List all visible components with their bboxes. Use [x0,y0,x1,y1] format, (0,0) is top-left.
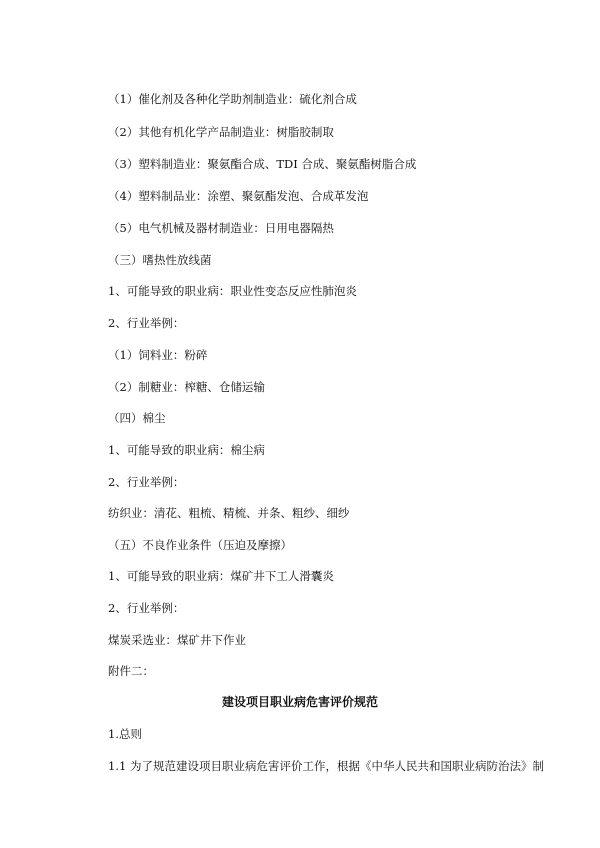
document-title: 建设项目职业病危害评价规范 [221,695,378,709]
text-line-10: （2）制糖业：榨糖、仓储运输 [108,380,265,394]
text-line-12: 1、可能导致的职业病：棉尘病 [108,443,265,457]
text-line-18: 煤炭采选业：煤矿井下作业 [108,633,246,647]
text-line-4: （4）塑料制品业：涂塑、聚氨酯发泡、合成革发泡 [108,189,369,203]
text-line-9: （1）饲料业：粉碎 [108,348,208,362]
section-heading-thermophilic-actinomycetes: （三）嗜热性放线菌 [108,253,212,267]
text-line-7: 1、可能导致的职业病：职业性变态反应性肺泡炎 [108,284,357,298]
section-heading-general: 1.总则 [108,727,142,741]
clause-1-1: 1.1 为了规范建设项目职业病危害评价工作，根据《中华人民共和国职业病防治法》制 [108,759,544,773]
section-heading-poor-working-conditions: （五）不良作业条件（压迫及摩擦） [108,538,292,552]
appendix-label: 附件二： [108,664,154,678]
section-heading-cotton-dust: （四）棉尘 [108,411,166,425]
text-line-8: 2、行业举例： [108,316,185,330]
text-line-5: （5）电气机械及器材制造业：日用电器隔热 [108,221,334,235]
text-line-14: 纺织业：清花、粗梳、精梳、并条、粗纱、细纱 [108,506,350,520]
text-line-2: （2）其他有机化学产品制造业：树脂胶制取 [108,125,334,139]
text-line-1: （1）催化剂及各种化学助剂制造业：硫化剂合成 [108,92,357,106]
text-line-3: （3）塑料制造业：聚氨酯合成、TDI 合成、聚氨酯树脂合成 [108,157,417,171]
text-line-16: 1、可能导致的职业病：煤矿井下工人滑囊炎 [108,569,334,583]
text-line-13: 2、行业举例： [108,475,185,489]
text-line-17: 2、行业举例： [108,601,185,615]
